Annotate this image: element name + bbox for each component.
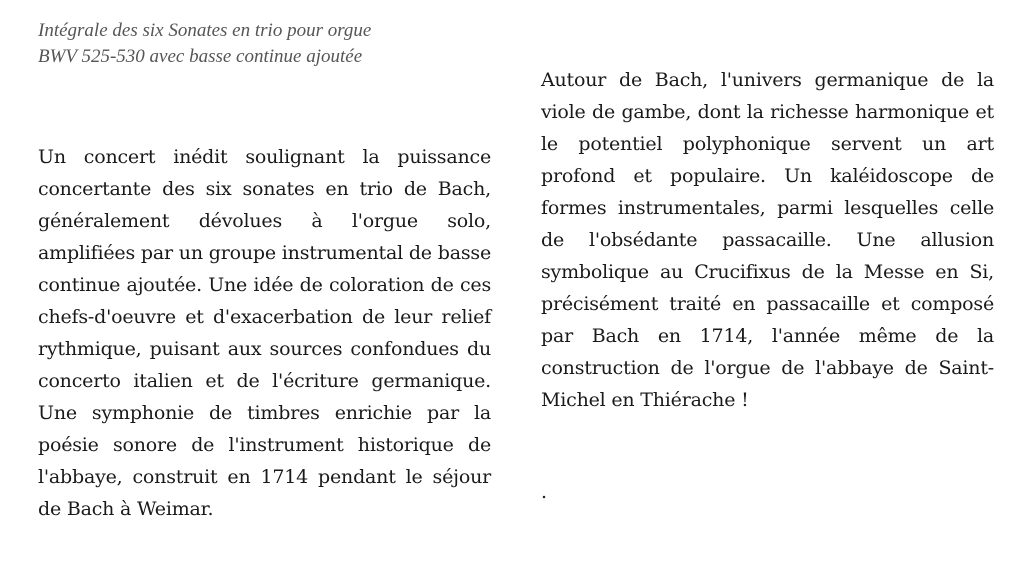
trailing-dot: . (541, 481, 548, 503)
subtitle-line-2: BWV 525-530 avec basse continue ajoutée (38, 46, 363, 67)
program-subtitle (38, 18, 478, 70)
concert-description-paragraph: Un concert inédit soulignant la puissance concertante des six sonates en trio de Bach, généralement dévolues à l'orgue solo, amplifiées par un groupe instrumental de basse continue ajoutée. Une idée de coloration de ces chefs-d'oeuvre et d'exacerbation de leur relief rythmique, puisant aux sources confondues du concerto italien et de l'écriture germanique. Une symphonie de timbres enrichie par la poésie sonore de l'instrument historique de l'abbaye, construit en 1714 pendant le séjour de Bach à Weimar. (38, 146, 491, 520)
subtitle-line-1: Intégrale des six Sonates en trio pour orgue (38, 20, 372, 41)
bach-context-paragraph: Autour de Bach, l'univers germanique de la viole de gambe, dont la richesse harmonique et le potentiel polyphonique servent un art profond et populaire. Un kaléidoscope de formes instrumentales, parmi lesquelles celle de l'obsédante passacaille. Une allusion symbolique au Crucifixus de la Messe en Si, précisément traité en passacaille et composé par Bach en 1714, l'année même de la construction de l'orgue de l'abbaye de Saint-Michel en Thiérache ! (541, 69, 994, 411)
